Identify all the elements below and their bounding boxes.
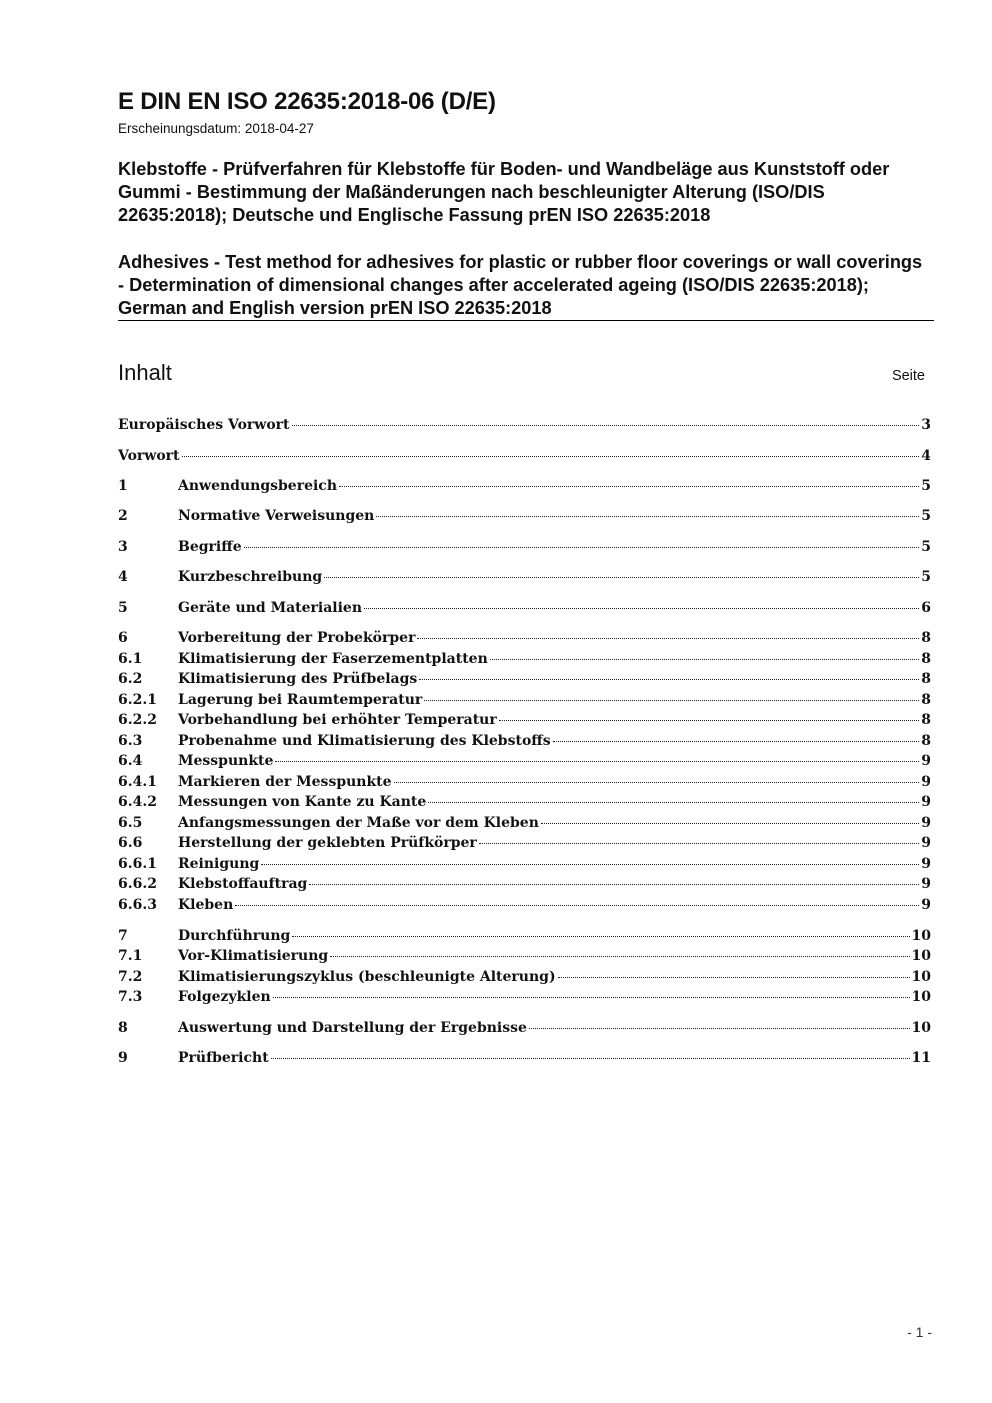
toc-entry-page: 9 [921, 876, 931, 892]
toc-entry-title: Klimatisierungszyklus (beschleunigte Alterung) [178, 969, 556, 985]
toc-entry[interactable] [118, 630, 931, 650]
toc-entry[interactable] [118, 712, 931, 732]
toc-leader-dots [235, 905, 919, 906]
toc-leader-dots [182, 456, 920, 457]
toc-entry[interactable] [118, 692, 931, 712]
toc-leader-dots [292, 425, 920, 426]
toc-leader-dots [292, 936, 909, 937]
toc-entry-number: 7.2 [118, 969, 143, 985]
toc-entry-title: Folgezyklen [178, 989, 271, 1005]
toc-leader-dots [529, 1028, 910, 1029]
toc-entry-page: 5 [921, 478, 931, 494]
toc-leader-dots [424, 700, 919, 701]
toc-entry-number: 6.6.3 [118, 897, 157, 913]
toc-entry-title: Messpunkte [178, 753, 274, 769]
toc-entry[interactable] [118, 897, 931, 917]
toc-entry-title: Reinigung [178, 856, 260, 872]
toc-entry-title: Prüfbericht [178, 1050, 269, 1066]
toc-entry-number: 7.3 [118, 989, 143, 1005]
toc-entry-title: Vor-Klimatisierung [178, 948, 329, 964]
toc-entry[interactable] [118, 448, 931, 468]
toc-entry[interactable] [118, 417, 931, 437]
toc-entry-number: 6.2.2 [118, 712, 157, 728]
toc-entry-title: Vorbehandlung bei erhöhter Temperatur [178, 712, 497, 728]
toc-entry[interactable] [118, 835, 931, 855]
toc-entry-page: 9 [921, 897, 931, 913]
toc-entry-title: Kleben [178, 897, 234, 913]
toc-entry-title: Markieren der Messpunkte [178, 774, 392, 790]
toc-entry[interactable] [118, 1050, 931, 1070]
toc-entry-title: Auswertung und Darstellung der Ergebnisse [178, 1020, 527, 1036]
toc-entry[interactable] [118, 969, 931, 989]
toc-entry-title: Geräte und Materialien [178, 600, 363, 616]
toc-entry-page: 4 [921, 448, 931, 464]
toc-entry[interactable] [118, 876, 931, 896]
toc-entry-page: 8 [921, 651, 931, 667]
toc-leader-dots [339, 486, 919, 487]
toc-entry-title: Anwendungsbereich [178, 478, 337, 494]
toc-entry-title: Vorbereitung der Probekörper [178, 630, 416, 646]
toc-entry-page: 8 [921, 671, 931, 687]
toc-entry[interactable] [118, 753, 931, 773]
toc-entry-page: 5 [921, 569, 931, 585]
toc-entry-number: 6.5 [118, 815, 143, 831]
toc-entry-page: 10 [911, 948, 931, 964]
toc-entry[interactable] [118, 989, 931, 1009]
toc-entry-number: 6.2 [118, 671, 143, 687]
toc-entry-number: 6.4.1 [118, 774, 157, 790]
toc-entry-title: Messungen von Kante zu Kante [178, 794, 427, 810]
toc-entry-page: 5 [921, 508, 931, 524]
toc-entry-title: Normative Verweisungen [178, 508, 375, 524]
toc-entry-page: 5 [921, 539, 931, 555]
toc-entry-title: Klebstoffauftrag [178, 876, 308, 892]
toc-entry-page: 6 [921, 600, 931, 616]
toc-entry-page: 8 [921, 733, 931, 749]
toc-entry-page: 9 [921, 794, 931, 810]
toc-entry-number: 6.4 [118, 753, 143, 769]
toc-page-label: Seite [891, 368, 925, 384]
toc-entry-number: 7 [118, 928, 128, 944]
toc-entry-title: Kurzbeschreibung [178, 569, 323, 585]
toc-entry[interactable] [118, 948, 931, 968]
toc-entry-page: 11 [911, 1050, 931, 1066]
toc-entry-title: Begriffe [178, 539, 242, 555]
toc-entry[interactable] [118, 569, 931, 589]
toc-entry-page: 8 [921, 712, 931, 728]
toc-entry-title: Probenahme und Klimatisierung des Klebstoffs [178, 733, 551, 749]
toc-leader-dots [499, 720, 920, 721]
toc-leader-dots [394, 782, 920, 783]
toc-leader-dots [330, 956, 909, 957]
toc-entry-number: 4 [118, 569, 128, 585]
toc-entry-page: 9 [921, 835, 931, 851]
toc-entry-number: 1 [118, 478, 128, 494]
toc-leader-dots [553, 741, 920, 742]
toc-leader-dots [541, 823, 919, 824]
toc-leader-dots [261, 864, 919, 865]
toc-leader-dots [324, 577, 919, 578]
toc-entry-page: 3 [921, 417, 931, 433]
toc-leader-dots [428, 802, 919, 803]
toc-entry-title: Klimatisierung des Prüfbelags [178, 671, 418, 687]
title-german: Klebstoffe - Prüfverfahren für Klebstoffe für Boden- und Wandbeläge aus Kunststoff oder Gummi - Bestimmung der Maßänderungen nach beschleunigter Alterung (ISO/DIS 22635:2018); Deutsche und Englische Fassung prEN ISO 22635:2018 [118, 159, 890, 225]
toc-entry-number: 6.6 [118, 835, 143, 851]
toc-entry-page: 10 [911, 969, 931, 985]
toc-leader-dots [273, 997, 910, 998]
title-english: Adhesives - Test method for adhesives for plastic or rubber floor coverings or wall coverings - Determination of dimensional changes after accelerated ageing (ISO/DIS 22635:2018); German and English version prEN ISO 22635:2018 [118, 252, 923, 318]
toc-entry[interactable] [118, 815, 931, 835]
toc-heading: Inhalt [118, 360, 172, 385]
toc-entry-title: Durchführung [178, 928, 291, 944]
toc-entry[interactable] [118, 856, 931, 876]
toc-leader-dots [479, 843, 919, 844]
toc-leader-dots [417, 638, 919, 639]
toc-entry-page: 8 [921, 630, 931, 646]
toc-entry-page: 10 [911, 989, 931, 1005]
toc-entry-title: Anfangsmessungen der Maße vor dem Kleben [178, 815, 539, 831]
toc-entry-number: 5 [118, 600, 128, 616]
toc-entry-title: Lagerung bei Raumtemperatur [178, 692, 423, 708]
toc-entry[interactable] [118, 671, 931, 691]
toc-entry-title: Europäisches Vorwort [118, 417, 290, 433]
toc-entry-number: 6.1 [118, 651, 143, 667]
toc-entry-title: Herstellung der geklebten Prüfkörper [178, 835, 477, 851]
toc-entry-number: 6.4.2 [118, 794, 157, 810]
toc-entry-number: 6.3 [118, 733, 143, 749]
toc-leader-dots [244, 547, 920, 548]
toc-entry[interactable] [118, 508, 931, 528]
toc-leader-dots [558, 977, 910, 978]
toc-leader-dots [376, 516, 919, 517]
toc-entry-number: 8 [118, 1020, 128, 1036]
toc-entry[interactable] [118, 600, 931, 620]
toc-entry[interactable] [118, 733, 931, 753]
toc-entry[interactable] [118, 1020, 931, 1040]
toc-entry-page: 9 [921, 774, 931, 790]
toc-entry[interactable] [118, 539, 931, 559]
toc-leader-dots [490, 659, 919, 660]
toc-leader-dots [419, 679, 919, 680]
toc-entry-number: 6.6.1 [118, 856, 157, 872]
document-id: E DIN EN ISO 22635:2018-06 (D/E) [118, 88, 496, 115]
toc-entry-page: 9 [921, 815, 931, 831]
toc-entry-number: 6 [118, 630, 128, 646]
toc-entry-title: Klimatisierung der Faserzementplatten [178, 651, 488, 667]
toc-leader-dots [364, 608, 919, 609]
toc-entry[interactable] [118, 774, 931, 794]
toc-entry-page: 10 [911, 928, 931, 944]
toc-entry-number: 3 [118, 539, 128, 555]
toc-entry[interactable] [118, 651, 931, 671]
toc-entry-page: 10 [911, 1020, 931, 1036]
toc-leader-dots [309, 884, 919, 885]
toc-leader-dots [271, 1058, 910, 1059]
toc-leader-dots [275, 761, 919, 762]
title-divider [118, 320, 934, 321]
toc-entry-number: 7.1 [118, 948, 143, 964]
toc-entry-number: 9 [118, 1050, 128, 1066]
toc-entry-page: 8 [921, 692, 931, 708]
toc-entry-page: 9 [921, 753, 931, 769]
toc-entry-number: 6.2.1 [118, 692, 157, 708]
toc-entry-number: 2 [118, 508, 128, 524]
publication-date: Erscheinungsdatum: 2018-04-27 [118, 121, 314, 136]
toc-entry-number: 6.6.2 [118, 876, 157, 892]
toc-entry[interactable] [118, 478, 931, 498]
toc-entry[interactable] [118, 928, 931, 948]
page-number: - 1 - [907, 1324, 932, 1340]
toc-entry-page: 9 [921, 856, 931, 872]
toc-entry[interactable] [118, 794, 931, 814]
toc-entry-title: Vorwort [118, 448, 180, 464]
